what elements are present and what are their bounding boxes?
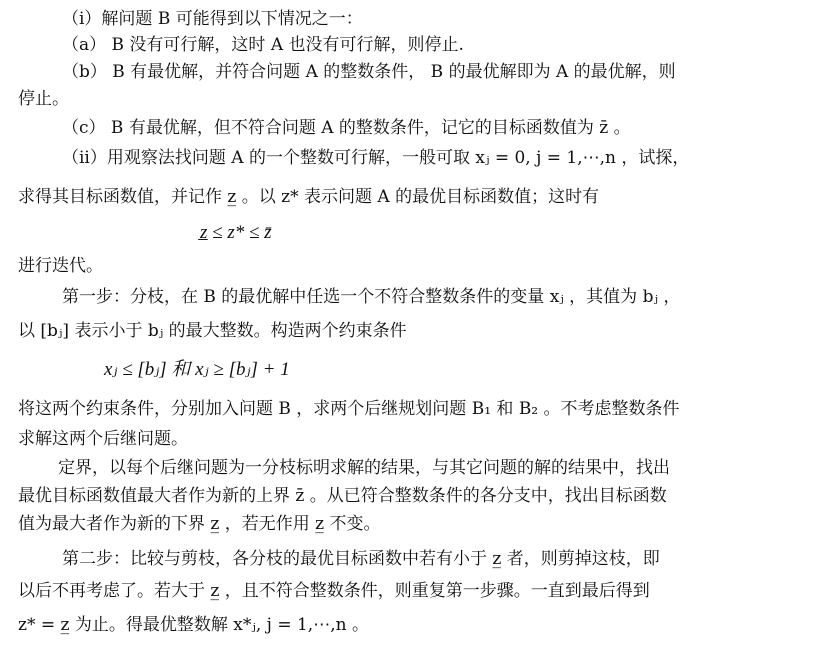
case-ii-text: （ii）用观察法找问题 A 的一个整数可行解，一般可取 xⱼ = 0, j = 1,⋯,n ，试探， — [62, 148, 690, 168]
bounding-upper-text: 最优目标函数值最大者作为新的上界 z̄ 。从已符合整数条件的各分支中，找出目标函数 — [18, 486, 667, 506]
step-one-continuation: 以 [bⱼ] 表示小于 bⱼ 的最大整数。构造两个约束条件 — [18, 321, 407, 341]
solve-successors-text: 求解这两个后继问题。 — [18, 429, 188, 449]
case-a-text: （a） B 没有可行解，这时 A 也没有可行解，则停止. — [62, 35, 464, 55]
case-ii-continuation: 求得其目标函数值，并记作 z̲ 。以 z* 表示问题 A 的最优目标函数值；这时有 — [18, 187, 600, 207]
step-one-text: 第一步：分枝，在 B 的最优解中任选一个不符合整数条件的变量 xⱼ ，其值为 bⱼ ， — [62, 287, 681, 307]
bound-inequality: z̲ ≤ z* ≤ z̄ — [200, 222, 272, 243]
bounding-text: 定界，以每个后继问题为一分枝标明求解的结果，与其它问题的解的结果中，找出 — [58, 458, 670, 478]
step-two-text: 第二步：比较与剪枝，各分枝的最优目标函数中若有小于 z̲ 者，则剪掉这枝，即 — [62, 549, 660, 569]
case-b-text: （b） B 有最优解，并符合问题 A 的整数条件， B 的最优解即为 A 的最优解，则 — [62, 62, 676, 82]
bounding-lower-text: 值为最大者作为新的下界 z̲ ，若无作用 z̲ 不变。 — [18, 514, 381, 534]
case-c-text: （c） B 有最优解，但不符合问题 A 的整数条件，记它的目标函数值为 z̄ 。 — [62, 118, 631, 138]
optimal-solution-text: z* = z̲ 为止。得最优整数解 x*ⱼ, j = 1,⋯,n 。 — [18, 615, 369, 635]
case-b-continuation: 停止。 — [18, 89, 69, 109]
case-i-heading: （i）解问题 B 可能得到以下情况之一： — [62, 9, 363, 29]
iterate-text: 进行迭代。 — [18, 256, 103, 276]
add-constraints-text: 将这两个约束条件，分别加入问题 B ，求两个后继规划问题 B₁ 和 B₂ 。不考虑整数条件 — [18, 399, 680, 419]
branch-constraints: xⱼ ≤ [bⱼ] 和 xⱼ ≥ [bⱼ] + 1 — [104, 359, 290, 380]
step-two-continuation: 以后不再考虑了。若大于 z̲ ，且不符合整数条件，则重复第一步骤。一直到最后得到 — [18, 581, 650, 601]
